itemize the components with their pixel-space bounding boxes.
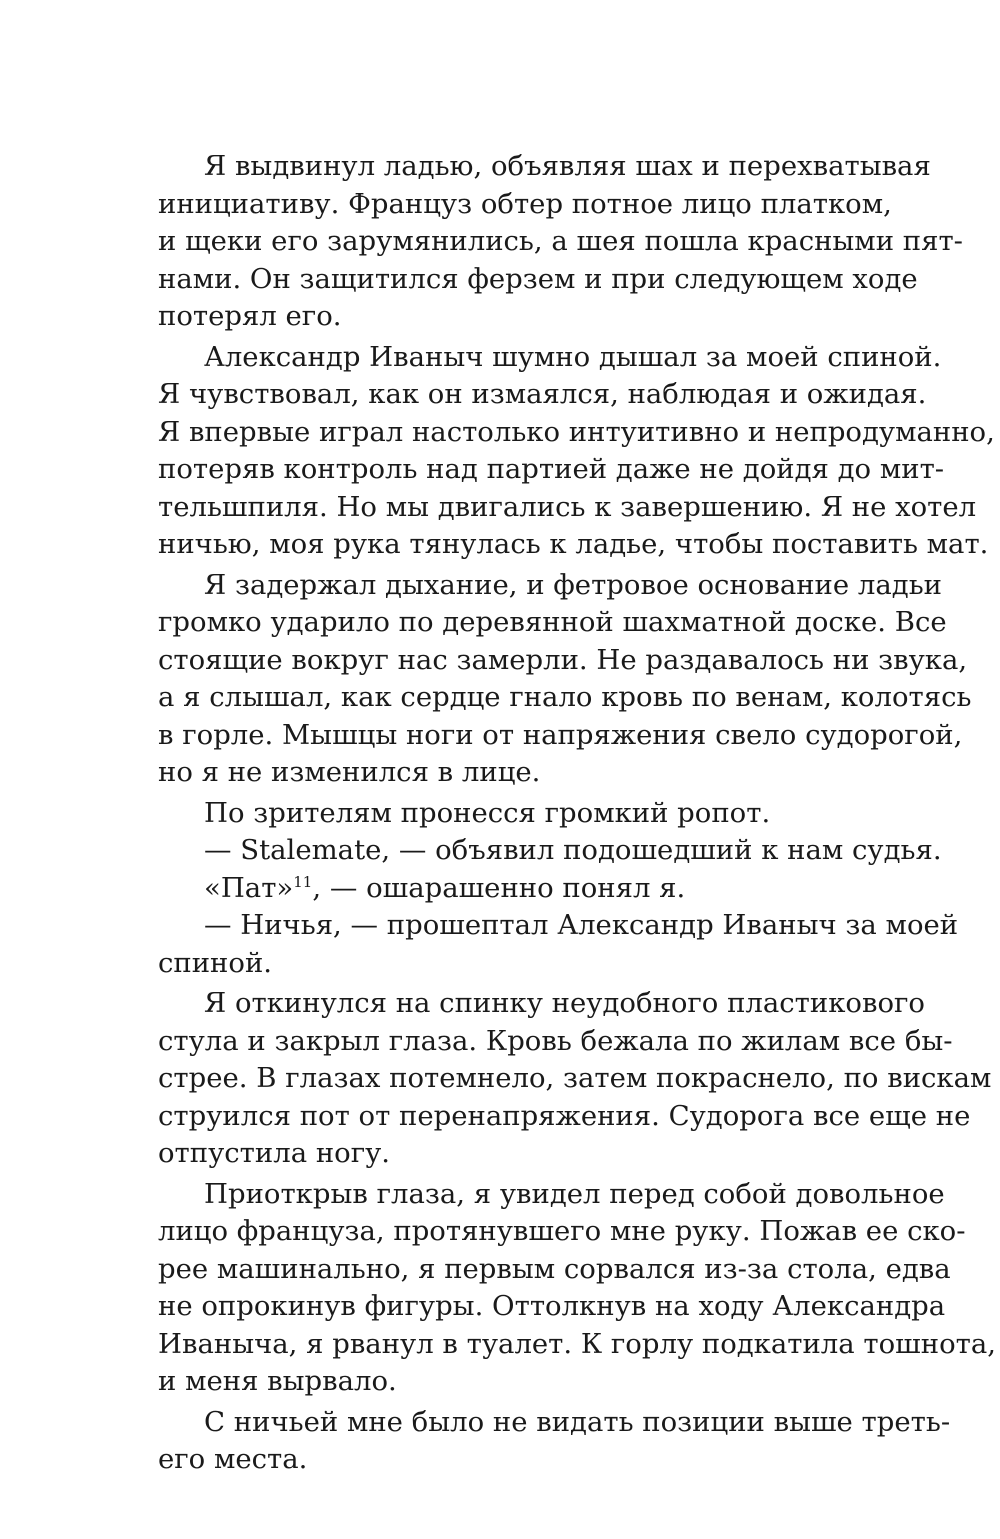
text-line: нами. Он защитился ферзем и при следующем ходе <box>158 262 918 295</box>
text-line: Я впервые играл настолько интуитивно и непродуманно, <box>158 415 995 448</box>
text-line: Александр Иваныч шумно дышал за моей спиной. <box>204 340 942 373</box>
text-line: в горле. Мышцы ноги от напряжения свело судорогой, <box>158 718 963 751</box>
text-line: спиной. <box>158 946 273 979</box>
text-line: тельшпиля. Но мы двигались к завершению. Я не хотел <box>158 490 977 523</box>
text-line: и меня вырвало. <box>158 1365 397 1397</box>
text-line: рее машинально, я первым сорвался из-за стола, едва <box>158 1252 951 1285</box>
text-line: не опрокинув фигуры. Оттолкнув на ходу Александра <box>158 1290 946 1322</box>
text-line: Иваныча, я рванул в туалет. К горлу подкатила тошнота, <box>158 1327 996 1360</box>
text-line: ничью, моя рука тянулась к ладье, чтобы поставить мат. <box>158 528 989 560</box>
text-line: стула и закрыл глаза. Кровь бежала по жилам все бы- <box>158 1024 953 1057</box>
text-line: и щеки его зарумянились, а шея пошла красными пят- <box>158 225 963 257</box>
text-line-with-footnote <box>158 870 870 908</box>
text-line: отпустила ногу. <box>158 1137 391 1169</box>
text-line: струился пот от перенапряжения. Судорога все еще не <box>158 1099 971 1132</box>
text-line-rest: — ошарашенно понял я. <box>329 871 686 904</box>
text-line: потерял его. <box>158 300 342 332</box>
text-line: По зрителям пронесся громкий ропот. <box>204 796 771 829</box>
text-line: потеряв контроль над партией даже не дойдя до мит- <box>158 453 945 485</box>
text-line: а я слышал, как сердце гнало кровь по венам, колотясь <box>158 681 972 713</box>
text-line: С ничьей мне было не видать позиции выше треть- <box>204 1405 951 1438</box>
quote-word: «Пат» <box>204 871 294 904</box>
page-text <box>158 148 996 1479</box>
text-line: — Ничья, — прошептал Александр Иваныч за моей <box>204 909 959 941</box>
text-line: Я задержал дыхание, и фетровое основание ладьи <box>204 568 942 601</box>
quote-comma: , <box>312 871 322 904</box>
text-line: стрее. В глазах потемнело, затем покраснело, по вискам <box>158 1062 992 1094</box>
text-line: Я откинулся на спинку неудобного пластикового <box>204 987 925 1019</box>
text-line: его места. <box>158 1443 308 1475</box>
footnote-marker[interactable]: 11 <box>293 872 313 891</box>
text-line: Я чувствовал, как он измаялся, наблюдая и ожидая. <box>158 378 927 410</box>
text-line: Приоткрыв глаза, я увидел перед собой довольное <box>204 1177 945 1210</box>
text-line: Я выдвинул ладью, объявляя шах и перехватывая <box>204 150 931 182</box>
text-line: стоящие вокруг нас замерли. Не раздавалось ни звука, <box>158 643 968 676</box>
text-line: но я не изменился в лице. <box>158 756 541 788</box>
text-line: лицо француза, протянувшего мне руку. Пожав ее ско- <box>158 1215 966 1247</box>
text-line: инициативу. Француз обтер потное лицо платком, <box>158 187 892 220</box>
text-line: — Stalemate, — объявил подошедший к нам судья. <box>204 834 942 866</box>
text-line: громко ударило по деревянной шахматной доске. Все <box>158 606 947 638</box>
